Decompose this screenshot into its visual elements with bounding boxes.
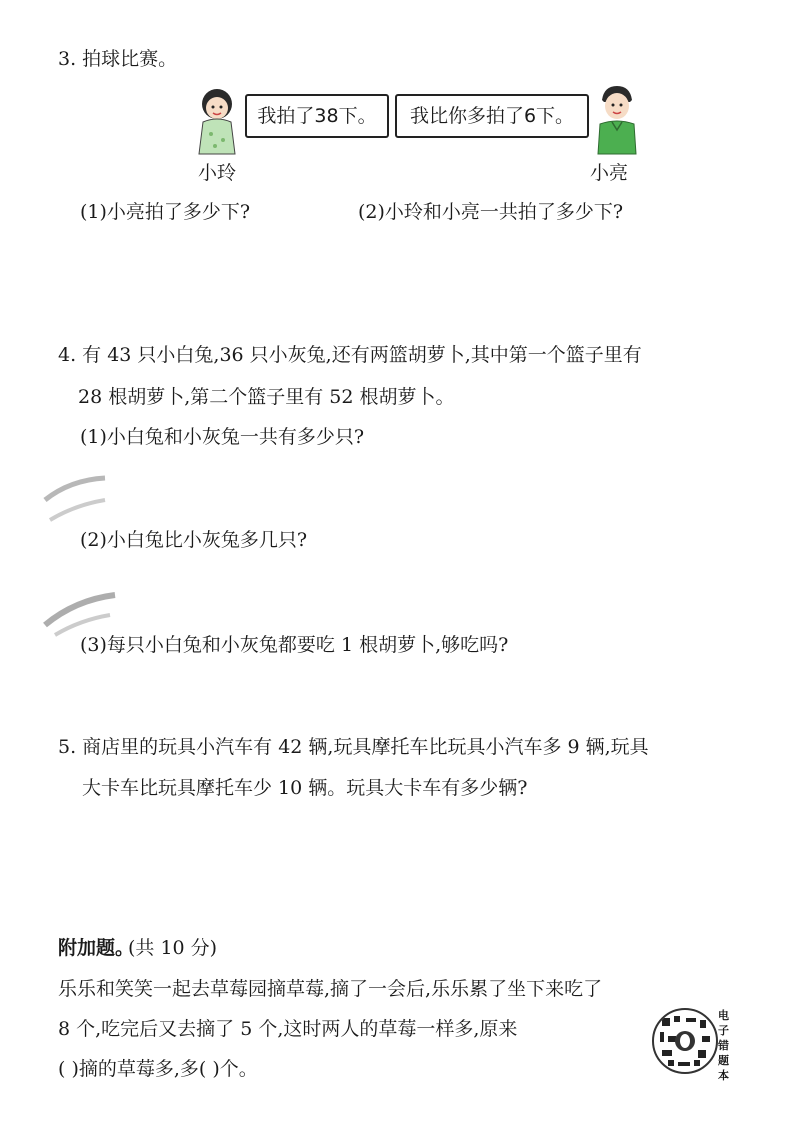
extra-line3: ( )摘的草莓多,多( )个。 (58, 1058, 258, 1080)
q4-line1: 4. 有 43 只小白兔,36 只小灰兔,还有两篮胡萝卜,其中第一个篮子里有 (58, 344, 642, 366)
extra-line1: 乐乐和笑笑一起去草莓园摘草莓,摘了一会后,乐乐累了坐下来吃了 (58, 978, 603, 1000)
extra-points: (共 10 分) (128, 937, 218, 959)
girl-illustration (193, 86, 243, 156)
q4-sub1: (1)小白兔和小灰兔一共有多少只? (80, 426, 365, 448)
q5-line1: 5. 商店里的玩具小汽车有 42 辆,玩具摩托车比玩具小汽车多 9 辆,玩具 (58, 736, 649, 758)
qr-label: 电子错题本 (718, 1009, 729, 1082)
name-xiaoling: 小玲 (198, 162, 237, 184)
q3-heading: 3. 拍球比赛。 (58, 48, 178, 70)
q5-line2: 大卡车比玩具摩托车少 10 辆。玩具大卡车有多少辆? (82, 777, 528, 799)
q3-sub1: (1)小亮拍了多少下? (80, 201, 251, 223)
q3-sub2: (2)小玲和小亮一共拍了多少下? (358, 201, 624, 223)
extra-line2: 8 个,吃完后又去摘了 5 个,这时两人的草莓一样多,原来 (58, 1018, 518, 1040)
q4-sub2: (2)小白兔比小灰兔多几只? (80, 529, 308, 551)
scan-smudge-mark (40, 470, 110, 530)
qr-code[interactable] (652, 1008, 718, 1074)
q4-line2: 28 根胡萝卜,第二个篮子里有 52 根胡萝卜。 (78, 386, 455, 408)
name-xiaoliang: 小亮 (590, 162, 629, 184)
scan-smudge-mark (40, 580, 120, 640)
boy-illustration (592, 82, 642, 156)
extra-title: 附加题。 (58, 937, 135, 959)
q4-sub3: (3)每只小白兔和小灰兔都要吃 1 根胡萝卜,够吃吗? (80, 634, 509, 656)
speech-bubble-right: 我比你多拍了6下。 (395, 94, 589, 138)
speech-bubble-left: 我拍了38下。 (245, 94, 389, 138)
